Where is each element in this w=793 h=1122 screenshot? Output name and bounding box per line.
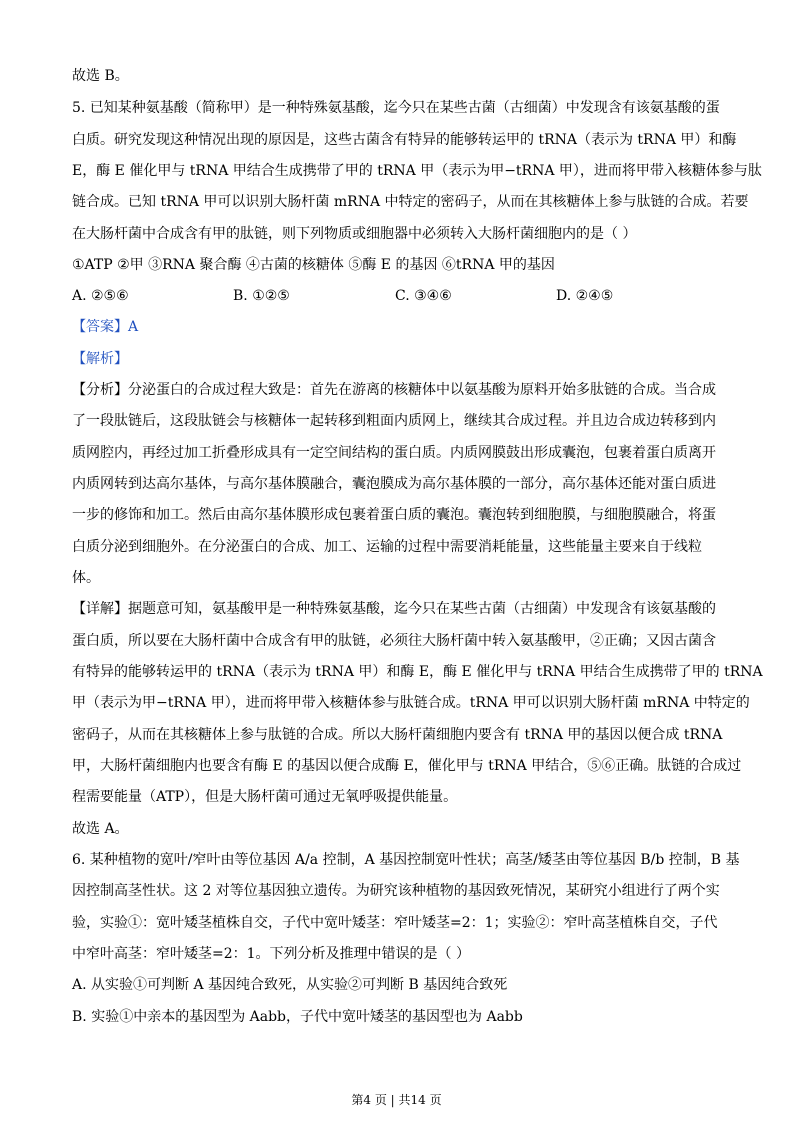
text-line: 链合成。已知 tRNA 甲可以识别大肠杆菌 mRNA 中特定的密码子，从而在其核糖体上参与肽链的合成。若要 bbox=[72, 194, 749, 210]
question-5-items: ①ATP ②甲 ③RNA 聚合酶 ④古菌的核糖体 ⑤酶 E 的基因 ⑥tRNA 甲的基因 bbox=[72, 257, 555, 273]
answer-label: 【答案】A bbox=[72, 319, 139, 335]
analysis-paragraph: 【分析】分泌蛋白的合成过程大致是：首先在游离的核糖体中以氨基酸为原料开始多肽链的合成。当合成 bbox=[72, 382, 716, 398]
text-line: 一步的修饰和加工。然后由高尔基体膜形成包裹着蛋白质的囊泡。囊泡转到细胞膜，与细胞膜融合，将蛋 bbox=[72, 507, 716, 523]
question-6-option-b: B. 实验①中亲本的基因型为 Aabb，子代中宽叶矮茎的基因型也为 Aabb bbox=[72, 1009, 523, 1025]
text-line: 密码子，从而在其核糖体上参与肽链的合成。所以大肠杆菌细胞内要含有 tRNA 甲的基因以便合成 tRNA bbox=[72, 727, 723, 743]
text-line: 因控制高茎性状。这 2 对等位基因独立遗传。为研究该种植物的基因致死情况，某研究小组进行了两个实 bbox=[72, 883, 720, 899]
text-line: 白质。研究发现这种情况出现的原因是，这些古菌含有特异的能够转运甲的 tRNA（表示为 tRNA 甲）和酶 bbox=[72, 132, 737, 148]
question-6-option-a: A. 从实验①可判断 A 基因纯合致死，从实验②可判断 B 基因纯合致死 bbox=[72, 977, 508, 993]
text-line: 中窄叶高茎：窄叶矮茎=2：1。下列分析及推理中错误的是（ ） bbox=[72, 946, 470, 962]
text-line: 故选 B。 bbox=[72, 68, 129, 84]
text-line: 体。 bbox=[72, 570, 100, 586]
text-line: 有特异的能够转运甲的 tRNA（表示为 tRNA 甲）和酶 E，酶 E 催化甲与 tRNA 甲结合生成携带了甲的 tRNA bbox=[72, 664, 763, 680]
text-line: E，酶 E 催化甲与 tRNA 甲结合生成携带了甲的 tRNA 甲（表示为甲−tRNA 甲），进而将甲带入核糖体参与肽 bbox=[72, 163, 762, 179]
text-line: 程需要能量（ATP），但是大肠杆菌可通过无氧呼吸提供能量。 bbox=[72, 789, 458, 805]
question-5-option-d: D. ②④⑤ bbox=[556, 288, 614, 304]
question-5-option-a: A. ②⑤⑥ bbox=[72, 288, 129, 304]
analysis-label: 【解析】 bbox=[72, 351, 128, 367]
text-line: 内质网转到达高尔基体，与高尔基体膜融合，囊泡膜成为高尔基体膜的一部分，高尔基体还能对蛋白质进 bbox=[72, 476, 716, 492]
question-5-option-b: B. ①②⑤ bbox=[233, 288, 290, 304]
text-line: 了一段肽链后，这段肽链会与核糖体一起转移到粗面内质网上，继续其合成过程。并且边合成边转移到内 bbox=[72, 413, 716, 429]
text-line: 甲，大肠杆菌细胞内也要含有酶 E 的基因以便合成酶 E，催化甲与 tRNA 甲结合，⑤⑥正确。肽链的合成过 bbox=[72, 758, 742, 774]
text-line: 甲（表示为甲−tRNA 甲），进而将甲带入核糖体参与肽链合成。tRNA 甲可以识别大肠杆菌 mRNA 中特定的 bbox=[72, 695, 750, 711]
text-line: 白质分泌到细胞外。在分泌蛋白的合成、加工、运输的过程中需要消耗能量，这些能量主要来自于线粒 bbox=[72, 539, 702, 555]
text-line: 质网腔内，再经过加工折叠形成具有一定空间结构的蛋白质。内质网膜鼓出形成囊泡，包裹着蛋白质离开 bbox=[72, 445, 716, 461]
text-line: 验，实验①：宽叶矮茎植株自交，子代中宽叶矮茎：窄叶矮茎=2：1；实验②：窄叶高茎植株自交，子代 bbox=[72, 915, 718, 931]
page-footer: 第4 页 | 共14 页 bbox=[351, 1093, 442, 1107]
question-5-option-c: C. ③④⑥ bbox=[395, 288, 452, 304]
question-6-stem: 6. 某种植物的宽叶/窄叶由等位基因 A/a 控制，A 基因控制宽叶性状；高茎/矮茎由等位基因 B/b 控制，B 基 bbox=[72, 852, 740, 868]
text-line: 故选 A。 bbox=[72, 821, 129, 837]
text-line: 在大肠杆菌中合成含有甲的肽链，则下列物质或细胞器中必须转入大肠杆菌细胞内的是（ ） bbox=[72, 226, 637, 242]
text-line: 蛋白质，所以要在大肠杆菌中合成含有甲的肽链，必须往大肠杆菌中转入氨基酸甲，②正确；又因古菌含 bbox=[72, 633, 716, 649]
question-5-stem: 5. 已知某种氨基酸（简称甲）是一种特殊氨基酸，迄今只在某些古菌（古细菌）中发现含有该氨基酸的蛋 bbox=[72, 100, 720, 116]
detail-paragraph: 【详解】据题意可知，氨基酸甲是一种特殊氨基酸，迄今只在某些古菌（古细菌）中发现含有该氨基酸的 bbox=[72, 601, 716, 617]
